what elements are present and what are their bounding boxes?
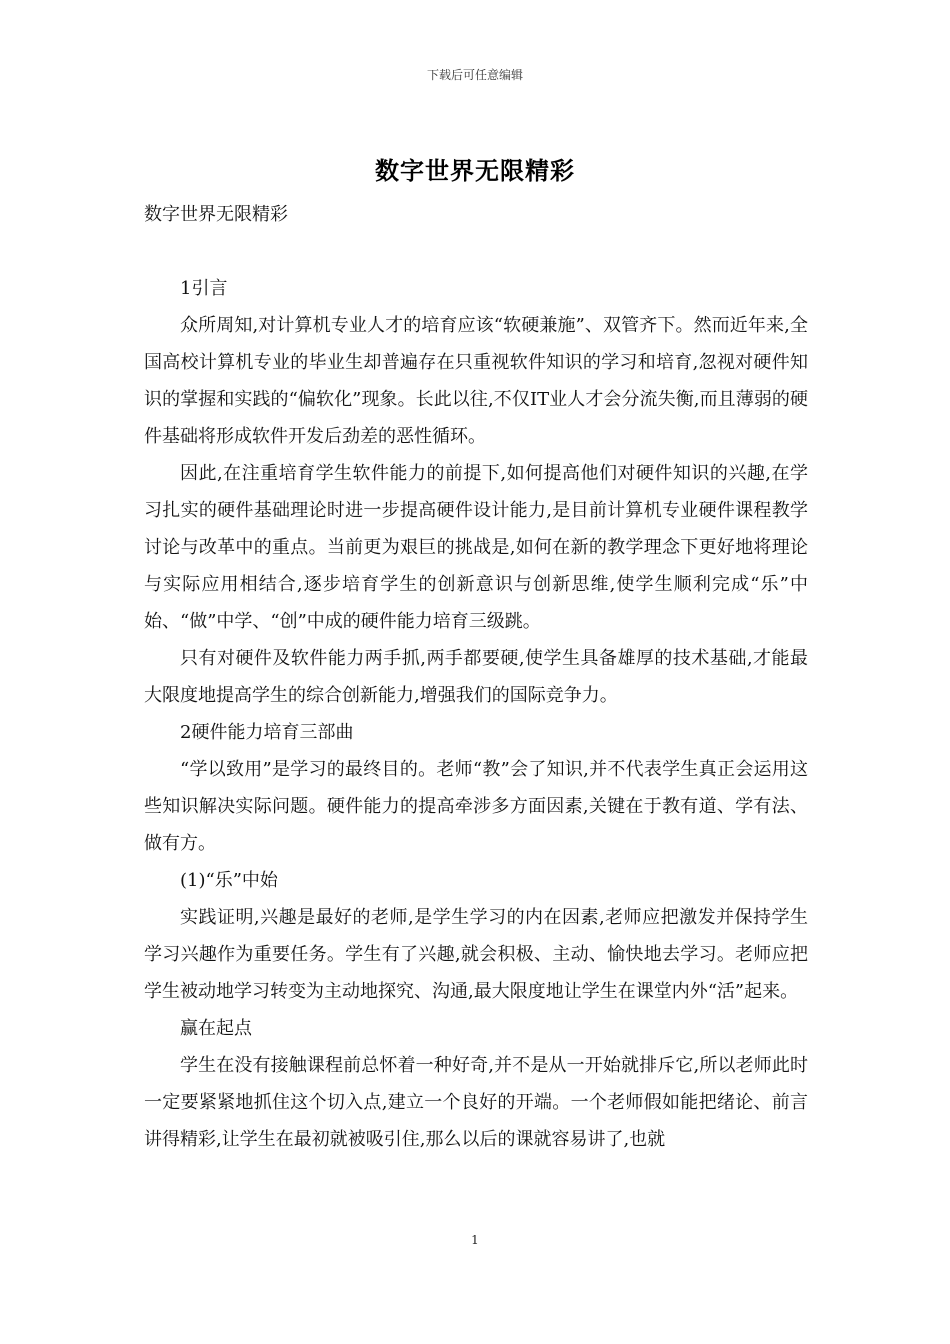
header-note: 下载后可任意编辑 — [426, 68, 523, 82]
paragraph: 众所周知,对计算机专业人才的培育应该“软硬兼施”、双管齐下。然而近年来,全国高校计算机专业的毕业生却普遍存在只重视软件知识的学习和培育,忽视对硬件知识的掌握和实践的“偏软化”现象。长此以往,不仅IT业人才会分流失衡,而且薄弱的硬件基础将形成软件开发后劲差的恶性循环。 — [144, 315, 808, 447]
paragraph: 实践证明,兴趣是最好的老师,是学生学习的内在因素,老师应把激发并保持学生学习兴趣作为重要任务。学生有了兴趣,就会积极、主动、愉快地去学习。老师应把学生被动地学习转变为主动地探究、沟通,最大限度地让学生在课堂内外“活”起来。 — [144, 907, 808, 1002]
paragraph: 只有对硬件及软件能力两手抓,两手都要硬,使学生具备雄厚的技术基础,才能最大限度地提高学生的综合创新能力,增强我们的国际竞争力。 — [144, 648, 808, 706]
section-heading-intro: 1引言 — [180, 278, 228, 299]
page-number: 1 — [471, 1233, 479, 1247]
paragraph: “学以致用”是学习的最终目的。老师“教”会了知识,并不代表学生真正会运用这些知识解决实际问题。硬件能力的提高牵涉多方面因素,关键在于教有道、学有法、做有方。 — [144, 759, 808, 854]
section-heading-hardware: 2硬件能力培育三部曲 — [180, 722, 354, 743]
subsection-heading: 赢在起点 — [180, 1018, 252, 1039]
document-subtitle: 数字世界无限精彩 — [144, 204, 288, 225]
paragraph: 因此,在注重培育学生软件能力的前提下,如何提高他们对硬件知识的兴趣,在学习扎实的硬件基础理论时进一步提高硬件设计能力,是目前计算机专业硬件课程教学讨论与改革中的重点。当前更为艰巨的挑战是,如何在新的教学理念下更好地将理论与实际应用相结合,逐步培育学生的创新意识与创新思维,使学生顺利完成“乐”中始、“做”中学、“创”中成的硬件能力培育三级跳。 — [144, 463, 808, 632]
paragraph: 学生在没有接触课程前总怀着一种好奇,并不是从一开始就排斥它,所以老师此时一定要紧紧地抓住这个切入点,建立一个良好的开端。一个老师假如能把绪论、前言讲得精彩,让学生在最初就被吸引住,那么以后的课就容易讲了,也就 — [144, 1055, 808, 1150]
document-body — [144, 196, 808, 1158]
document-title: 数字世界无限精彩 — [375, 156, 575, 185]
subsection-heading: (1)“乐”中始 — [180, 870, 278, 891]
